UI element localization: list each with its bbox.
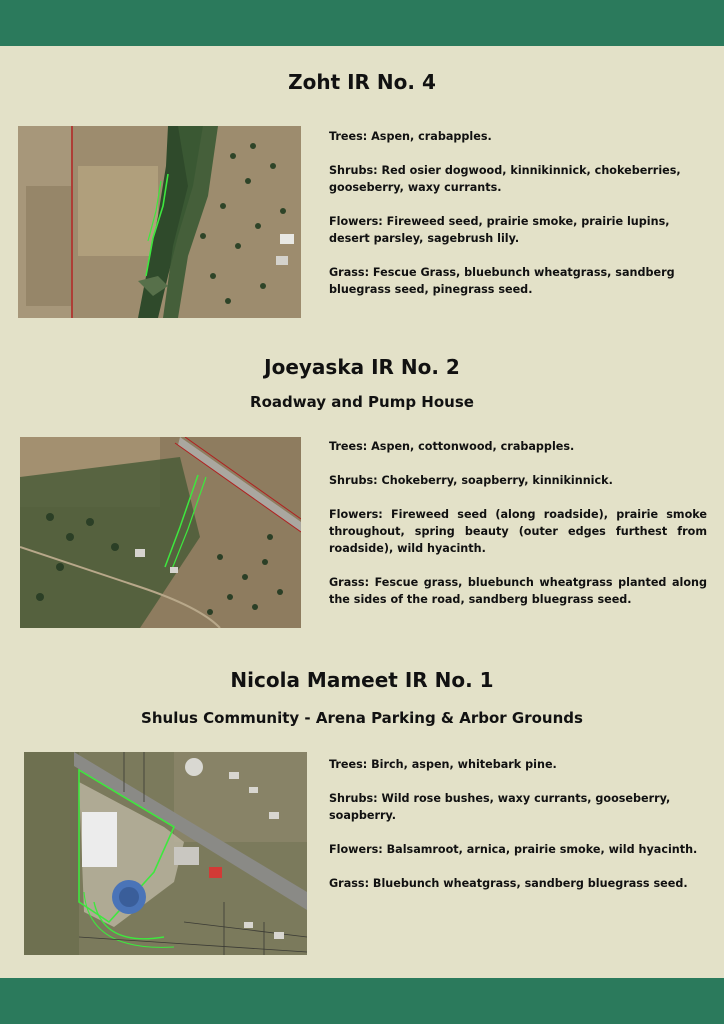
footer-band xyxy=(0,978,724,1024)
flowers-line: Flowers: Fireweed seed, prairie smoke, prairie lupins, desert parsley, sagebrush lily. xyxy=(329,215,670,245)
grass-line: Grass: Bluebunch wheatgrass, sandberg bluegrass seed. xyxy=(329,877,688,890)
section-subtitle-joeyaska: Roadway and Pump House xyxy=(250,393,474,411)
trees-line: Trees: Aspen, cottonwood, crabapples. xyxy=(329,440,575,453)
shrubs-line: Shrubs: Chokeberry, soapberry, kinnikinnick. xyxy=(329,474,613,487)
plant-list-zoht xyxy=(329,128,707,315)
grass-line: Grass: Fescue Grass, bluebunch wheatgrass, sandberg bluegrass seed, pinegrass seed. xyxy=(329,266,675,296)
section-title-nicola-mameet: Nicola Mameet IR No. 1 xyxy=(230,668,494,692)
aerial-map-zoht xyxy=(18,126,301,318)
aerial-map-joeyaska xyxy=(20,437,301,628)
shrubs-line: Shrubs: Red osier dogwood, kinnikinnick, chokeberries, gooseberry, waxy currants. xyxy=(329,164,681,194)
flowers-line: Flowers: Fireweed seed (along roadside), prairie smoke throughout, spring beauty (outer edges furthest from roadside), wild hyacinth. xyxy=(329,508,707,555)
flowers-line: Flowers: Balsamroot, arnica, prairie smoke, wild hyacinth. xyxy=(329,843,698,856)
plant-list-nicola-mameet xyxy=(329,756,707,909)
header-band xyxy=(0,0,724,46)
section-title-zoht: Zoht IR No. 4 xyxy=(288,70,436,94)
aerial-map-nicola-mameet xyxy=(24,752,307,955)
trees-line: Trees: Birch, aspen, whitebark pine. xyxy=(329,758,557,771)
grass-line: Grass: Fescue grass, bluebunch wheatgrass planted along the sides of the road, sandberg bluegrass seed. xyxy=(329,576,707,606)
section-subtitle-nicola-mameet: Shulus Community - Arena Parking & Arbor Grounds xyxy=(141,709,583,727)
trees-line: Trees: Aspen, crabapples. xyxy=(329,130,492,143)
plant-list-joeyaska xyxy=(329,438,707,625)
section-title-joeyaska: Joeyaska IR No. 2 xyxy=(264,355,460,379)
shrubs-line: Shrubs: Wild rose bushes, waxy currants, gooseberry, soapberry. xyxy=(329,792,671,822)
